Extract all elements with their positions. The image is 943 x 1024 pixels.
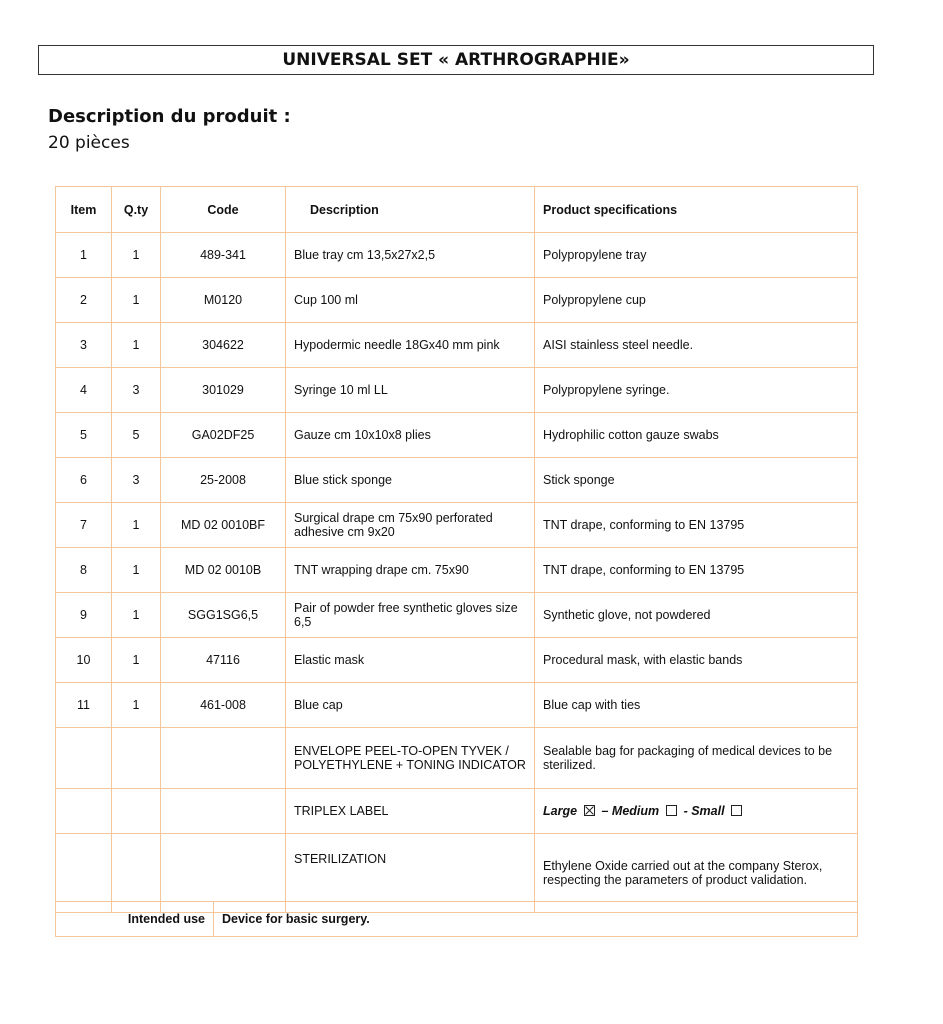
row-code: GA02DF25 <box>161 413 286 458</box>
row-code: SGG1SG6,5 <box>161 593 286 638</box>
table-row <box>56 233 858 278</box>
row-spec: AISI stainless steel needle. <box>535 323 858 368</box>
row-qty: 1 <box>112 638 161 683</box>
row-spec: Polypropylene cup <box>535 278 858 323</box>
row-spec: Stick sponge <box>535 458 858 503</box>
intended-use-label: Intended use <box>56 902 214 937</box>
table-row <box>56 278 858 323</box>
row-description: Blue cap <box>286 683 535 728</box>
row-qty: 1 <box>112 323 161 368</box>
table-row <box>56 413 858 458</box>
row-qty: 1 <box>112 593 161 638</box>
row-code: 304622 <box>161 323 286 368</box>
row-item: 11 <box>56 683 112 728</box>
table-body <box>56 233 858 728</box>
table-row <box>56 368 858 413</box>
row-item: 4 <box>56 368 112 413</box>
row-item: 7 <box>56 503 112 548</box>
label-sizes <box>535 789 858 834</box>
table-row <box>56 503 858 548</box>
table-row-envelope <box>56 728 858 789</box>
header-code: Code <box>161 187 286 233</box>
row-code: MD 02 0010B <box>161 548 286 593</box>
size-large-checkbox <box>584 805 595 816</box>
row-description: Blue tray cm 13,5x27x2,5 <box>286 233 535 278</box>
row-code: M0120 <box>161 278 286 323</box>
row-item: 10 <box>56 638 112 683</box>
size-small-checkbox <box>731 805 742 816</box>
row-qty: 3 <box>112 368 161 413</box>
row-code: MD 02 0010BF <box>161 503 286 548</box>
description-heading: Description du produit : <box>48 106 291 127</box>
table-row <box>56 683 858 728</box>
table-row-label <box>56 789 858 834</box>
row-code: 301029 <box>161 368 286 413</box>
row-qty: 3 <box>112 458 161 503</box>
items-table <box>55 186 858 913</box>
header-item: Item <box>56 187 112 233</box>
table-row <box>56 593 858 638</box>
header-specs: Product specifications <box>535 187 858 233</box>
row-spec: Polypropylene tray <box>535 233 858 278</box>
row-description: Hypodermic needle 18Gx40 mm pink <box>286 323 535 368</box>
row-qty: 1 <box>112 548 161 593</box>
intended-use-value: Device for basic surgery. <box>214 902 858 937</box>
row-description: Blue stick sponge <box>286 458 535 503</box>
document-title: UNIVERSAL SET « ARTHROGRAPHIE» <box>38 45 874 75</box>
envelope-spec: Sealable bag for packaging of medical devices to be sterilized. <box>535 728 858 789</box>
size-large-label: Large <box>543 804 578 818</box>
row-description: Cup 100 ml <box>286 278 535 323</box>
row-spec: Synthetic glove, not powdered <box>535 593 858 638</box>
row-item: 8 <box>56 548 112 593</box>
header-qty: Q.ty <box>112 187 161 233</box>
row-description: Surgical drape cm 75x90 perforated adhesive cm 9x20 <box>286 503 535 548</box>
row-item: 5 <box>56 413 112 458</box>
row-spec: Hydrophilic cotton gauze swabs <box>535 413 858 458</box>
row-qty: 1 <box>112 278 161 323</box>
row-qty: 1 <box>112 683 161 728</box>
envelope-description: ENVELOPE PEEL-TO-OPEN TYVEK / POLYETHYLENE + TONING INDICATOR <box>286 728 535 789</box>
row-item: 6 <box>56 458 112 503</box>
row-code: 489-341 <box>161 233 286 278</box>
header-description: Description <box>286 187 535 233</box>
row-spec: TNT drape, conforming to EN 13795 <box>535 503 858 548</box>
row-description: TNT wrapping drape cm. 75x90 <box>286 548 535 593</box>
row-item: 2 <box>56 278 112 323</box>
row-spec: Blue cap with ties <box>535 683 858 728</box>
intended-use-table <box>55 901 858 937</box>
row-description: Gauze cm 10x10x8 plies <box>286 413 535 458</box>
table-header-row <box>56 187 858 233</box>
table-row <box>56 638 858 683</box>
row-code: 461-008 <box>161 683 286 728</box>
size-medium-label: – Medium <box>601 804 660 818</box>
row-qty: 1 <box>112 503 161 548</box>
row-item: 3 <box>56 323 112 368</box>
row-description: Pair of powder free synthetic gloves size 6,5 <box>286 593 535 638</box>
row-item: 9 <box>56 593 112 638</box>
row-item: 1 <box>56 233 112 278</box>
row-code: 25-2008 <box>161 458 286 503</box>
row-qty: 5 <box>112 413 161 458</box>
label-description: TRIPLEX LABEL <box>286 789 535 834</box>
row-spec: Procedural mask, with elastic bands <box>535 638 858 683</box>
description-count: 20 pièces <box>48 133 130 153</box>
row-spec: Polypropylene syringe. <box>535 368 858 413</box>
table-row <box>56 458 858 503</box>
row-code: 47116 <box>161 638 286 683</box>
row-description: Elastic mask <box>286 638 535 683</box>
size-medium-checkbox <box>666 805 677 816</box>
sterilization-spec: Ethylene Oxide carried out at the company Sterox, respecting the parameters of product validation. <box>535 834 858 913</box>
table-row <box>56 323 858 368</box>
size-small-label: - Small <box>683 804 725 818</box>
row-description: Syringe 10 ml LL <box>286 368 535 413</box>
row-qty: 1 <box>112 233 161 278</box>
row-spec: TNT drape, conforming to EN 13795 <box>535 548 858 593</box>
table-row <box>56 548 858 593</box>
intended-use-row <box>56 902 858 937</box>
sterilization-description: STERILIZATION <box>286 834 535 913</box>
